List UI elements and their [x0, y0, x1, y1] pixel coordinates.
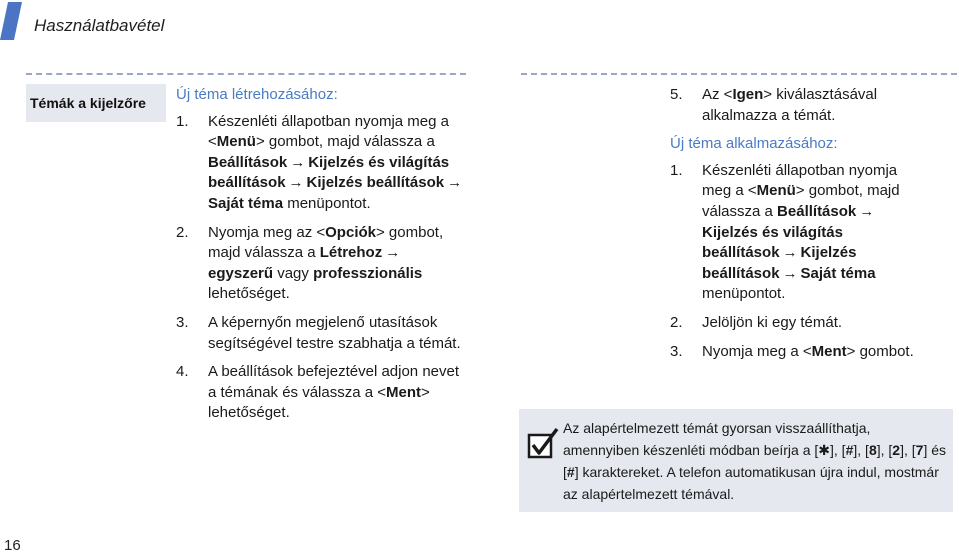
hash-key-icon: # [845, 442, 854, 458]
right-step-1: 1. Készenléti állapotban nyomja meg a <Menü> gombot, majd válassza a Beállítások →Kijelzés és világítás beállítások → Kijelzés beállítások → Saját téma menüpontot. [670, 161, 900, 303]
header-accent-bar [0, 2, 22, 40]
right-step-2: 2. Jelöljön ki egy témát. [670, 313, 843, 331]
note-text: Az alapértelmezett témát gyorsan visszaállíthatja, amennyiben készenléti módban beírja a [✱], [#], [8], [2], [7] és [#] karaktereket. A telefon automatikusan újra indul, mostmár az alapértelmezett témával. [563, 420, 947, 502]
left-step-3: 3. A képernyőn megjelenő utasítások segítségével testre szabhatja a témát. [176, 313, 461, 352]
arrow-right-icon: → [288, 174, 304, 192]
left-step-1: 1. Készenléti állapotban nyomja meg a <Menü> gombot, majd válassza a Beállítások → Kijelzés és világítás beállítások → Kijelzés beállítások →Saját téma menüpontot. [176, 112, 463, 212]
arrow-right-icon: → [782, 264, 798, 282]
left-subheading: Új téma létrehozásához: [176, 86, 338, 103]
arrow-right-icon: → [290, 153, 306, 171]
right-step-5: 5. Az <Igen> kiválasztásával alkalmazza a témát. [670, 86, 878, 124]
section-label: Témák a kijelzőre [26, 84, 166, 122]
divider-left [26, 73, 466, 75]
arrow-right-icon: → [447, 174, 463, 192]
arrow-right-icon: → [385, 244, 401, 262]
star-key-icon: ✱ [818, 442, 831, 458]
page-number: 16 [4, 537, 21, 554]
left-step-2: 2. Nyomja meg az <Opciók> gombot, majd válassza a Létrehoz →egyszerű vagy professzionális lehetőséget. [176, 223, 444, 303]
right-step-3: 3. Nyomja meg a <Ment> gombot. [670, 342, 914, 360]
checkmark-box-icon [527, 427, 567, 461]
left-step-4: 4. A beállítások befejeztével adjon nevet a témának és válassza a <Ment> lehetőséget. [176, 363, 460, 422]
right-subheading: Új téma alkalmazásához: [670, 135, 838, 153]
left-column [176, 85, 466, 432]
note-box [519, 409, 953, 512]
divider-right [521, 73, 957, 75]
page-header-title: Használatbavétel [34, 16, 165, 35]
right-column [670, 85, 920, 370]
arrow-right-icon: → [782, 244, 798, 262]
arrow-right-icon: → [859, 202, 875, 220]
hash-key-icon: # [566, 464, 575, 480]
